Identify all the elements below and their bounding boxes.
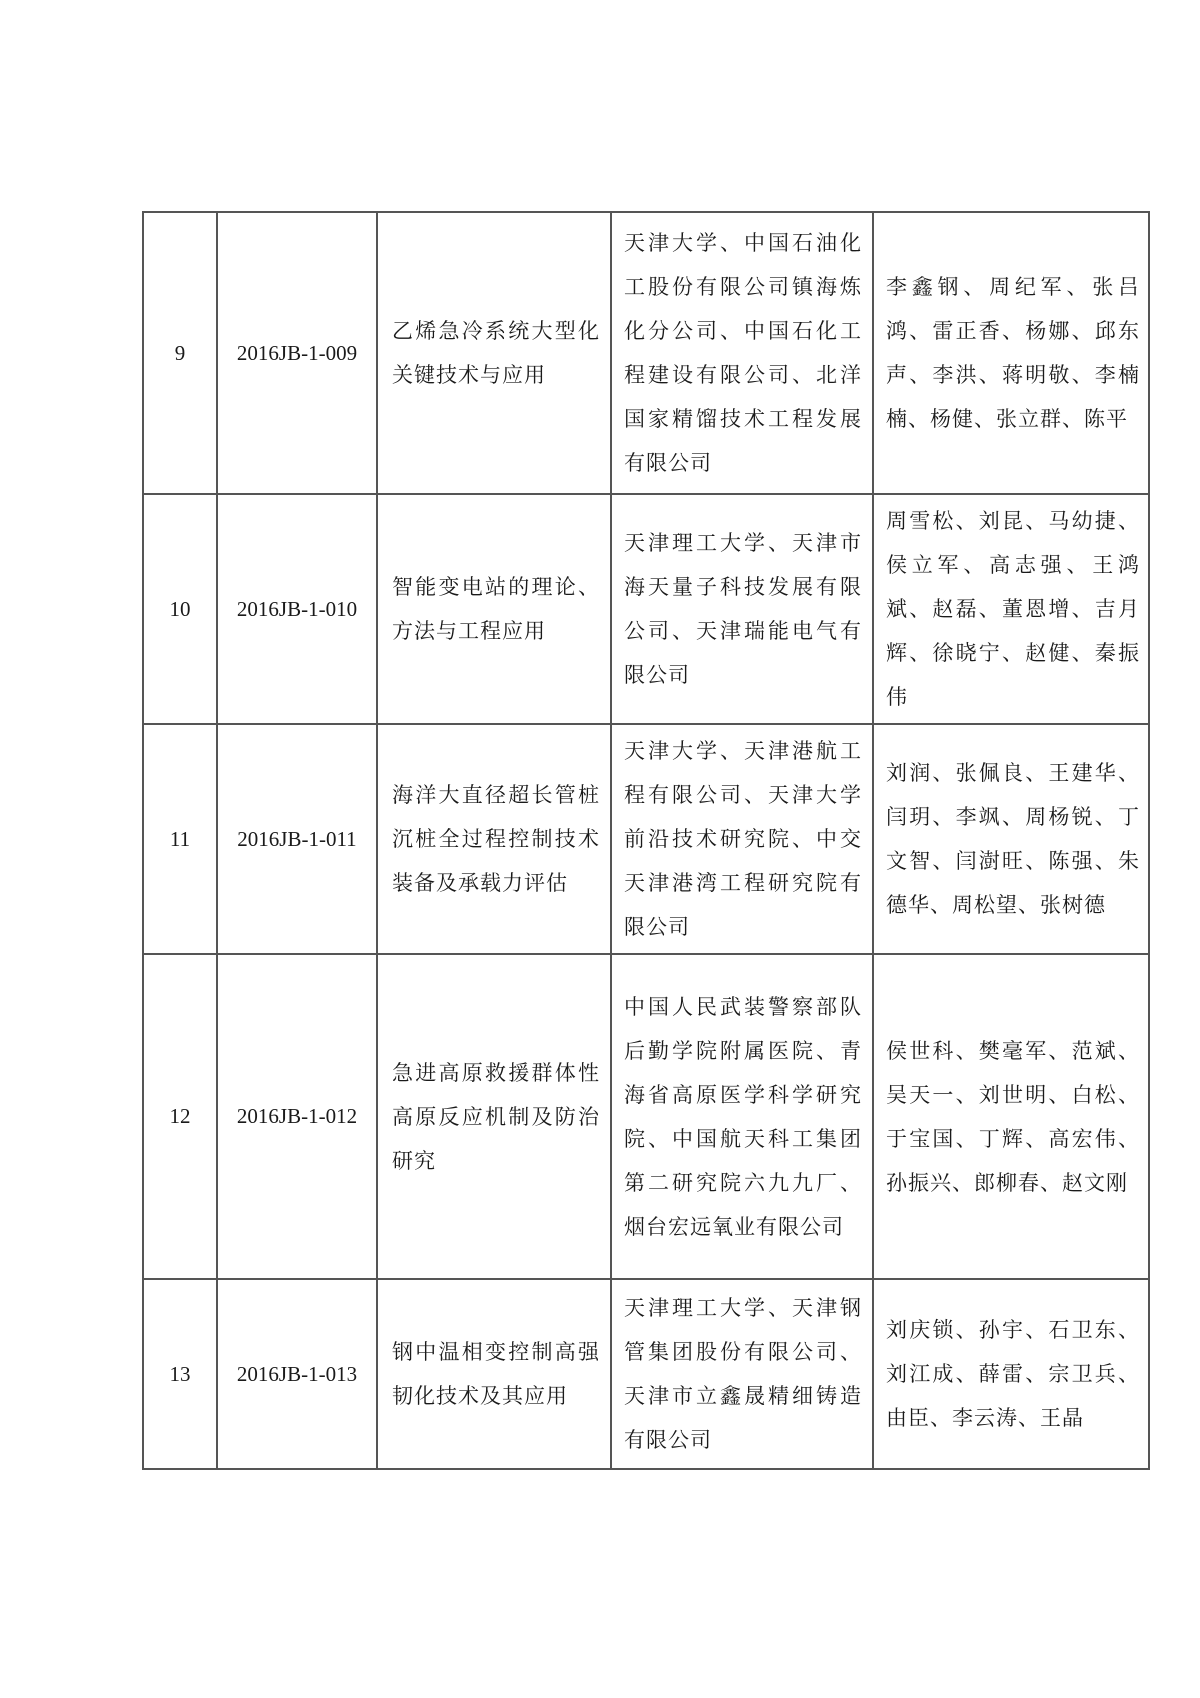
completing-units: 天津大学、天津港航工程有限公司、天津大学前沿技术研究院、中交天津港湾工程研究院有限公司 <box>624 739 862 939</box>
units-cell <box>611 954 873 1279</box>
people-cell <box>873 724 1149 954</box>
project-title-cell <box>377 724 611 954</box>
awards-table <box>142 211 1150 1470</box>
project-code: 2016JB-1-013 <box>217 1279 377 1469</box>
project-code: 2016JB-1-009 <box>217 212 377 494</box>
row-number: 12 <box>143 954 217 1279</box>
completing-people: 周雪松、刘昆、马幼捷、侯立军、高志强、王鸿斌、赵磊、董恩增、吉月辉、徐晓宁、赵健、秦振伟 <box>886 509 1140 709</box>
project-title-cell <box>377 1279 611 1469</box>
project-title: 乙烯急冷系统大型化关键技术与应用 <box>392 319 600 387</box>
people-cell <box>873 1279 1149 1469</box>
project-title-cell <box>377 494 611 724</box>
table-row <box>143 494 1149 724</box>
units-cell <box>611 212 873 494</box>
row-number: 9 <box>143 212 217 494</box>
project-code: 2016JB-1-012 <box>217 954 377 1279</box>
row-number: 13 <box>143 1279 217 1469</box>
table-row <box>143 212 1149 494</box>
project-title: 急进高原救援群体性高原反应机制及防治研究 <box>392 1060 600 1173</box>
completing-units: 天津大学、中国石油化工股份有限公司镇海炼化分公司、中国石化工程建设有限公司、北洋国家精馏技术工程发展有限公司 <box>624 231 862 475</box>
units-cell <box>611 494 873 724</box>
people-cell <box>873 212 1149 494</box>
table-row <box>143 724 1149 954</box>
row-number: 10 <box>143 494 217 724</box>
units-cell <box>611 724 873 954</box>
completing-people: 李鑫钢、周纪军、张吕鸿、雷正香、杨娜、邱东声、李洪、蒋明敬、李楠楠、杨健、张立群、陈平 <box>886 275 1140 431</box>
completing-units: 中国人民武装警察部队后勤学院附属医院、青海省高原医学科学研究院、中国航天科工集团第二研究院六九九厂、烟台宏远氧业有限公司 <box>624 994 862 1239</box>
completing-units: 天津理工大学、天津市海天量子科技发展有限公司、天津瑞能电气有限公司 <box>624 531 862 687</box>
table-row <box>143 954 1149 1279</box>
project-title: 智能变电站的理论、方法与工程应用 <box>392 575 600 643</box>
completing-people: 刘润、张佩良、王建华、闫玥、李飒、周杨锐、丁文智、闫澍旺、陈强、朱德华、周松望、张树德 <box>886 761 1140 917</box>
project-title-cell <box>377 212 611 494</box>
row-number: 11 <box>143 724 217 954</box>
project-code: 2016JB-1-011 <box>217 724 377 954</box>
project-title-cell <box>377 954 611 1279</box>
project-title: 钢中温相变控制高强韧化技术及其应用 <box>392 1340 600 1408</box>
completing-units: 天津理工大学、天津钢管集团股份有限公司、天津市立鑫晟精细铸造有限公司 <box>624 1296 862 1452</box>
people-cell <box>873 954 1149 1279</box>
project-code: 2016JB-1-010 <box>217 494 377 724</box>
people-cell <box>873 494 1149 724</box>
project-title: 海洋大直径超长管桩沉桩全过程控制技术装备及承载力评估 <box>392 783 600 895</box>
completing-people: 侯世科、樊毫军、范斌、吴天一、刘世明、白松、于宝国、丁辉、高宏伟、孙振兴、郎柳春、赵文刚 <box>886 1038 1140 1195</box>
units-cell <box>611 1279 873 1469</box>
completing-people: 刘庆锁、孙宇、石卫东、刘江成、薛雷、宗卫兵、由臣、李云涛、王晶 <box>886 1318 1140 1430</box>
table-row <box>143 1279 1149 1469</box>
